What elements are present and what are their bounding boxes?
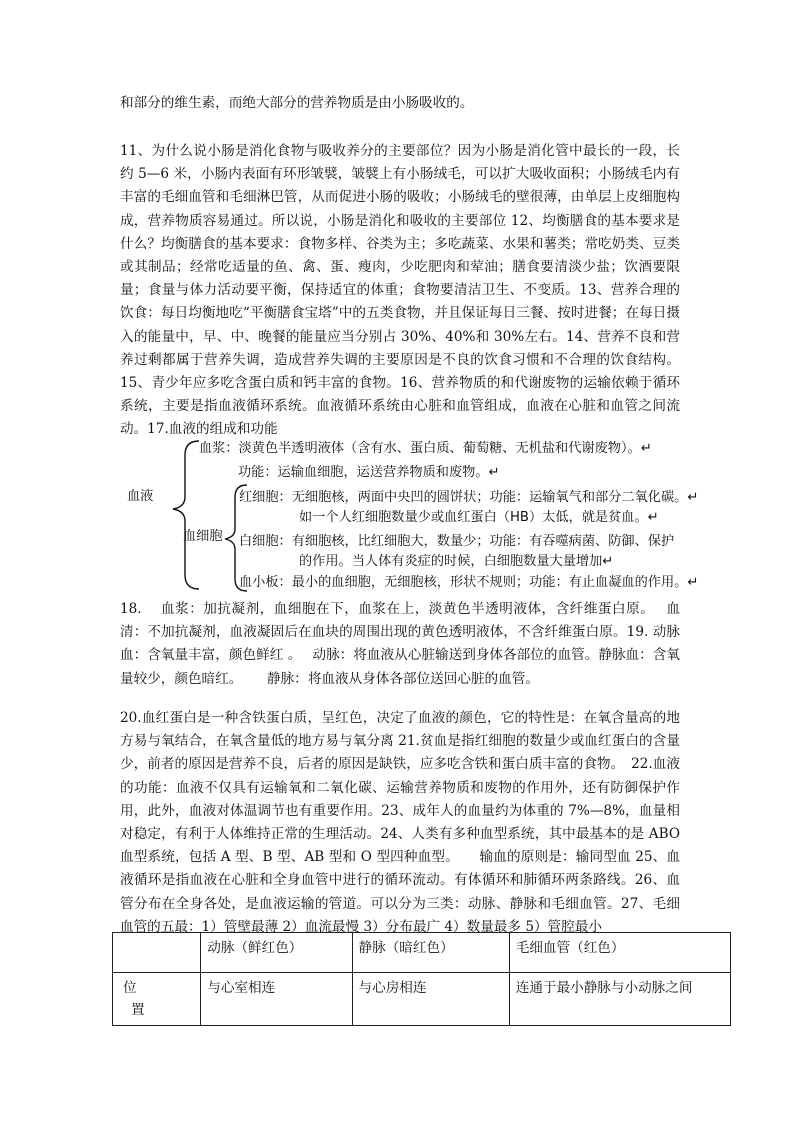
table-header-cell bbox=[113, 933, 201, 973]
paragraph-plasma-serum-vessels: 18. 血浆：加抗凝剂，血细胞在下，血浆在上，淡黄色半透明液体，含纤维蛋白原。 血清：不加抗凝剂，血液凝固后在血块的周围出现的黄色透明液体，不含纤维蛋白原。19. 动脉血：含氧量丰富，颜色鲜红 。 动脉：将血液从心脏输送到身体各部位的血管。静脉血：含氧量较少，颜色暗红。 静脉：将血液从身体各部位送回心脏的血管。 bbox=[120, 601, 680, 687]
table-row bbox=[113, 973, 731, 1026]
plasma-function-line: 功能：运输血细胞，运送营养物质和废物。↵ bbox=[238, 465, 500, 480]
blood-cells-label: 血细胞 bbox=[183, 529, 223, 544]
table-header-row bbox=[113, 933, 731, 973]
platelet-line: 血小板：最小的血细胞，无细胞核，形状不规则；功能：有止血凝血的作用。↵ bbox=[239, 575, 699, 590]
table-row-label bbox=[113, 973, 201, 1026]
table-header-cell: 静脉（暗红色） bbox=[352, 933, 509, 973]
row-label-line-1: 位 bbox=[123, 980, 137, 996]
blood-label: 血液 bbox=[127, 489, 154, 504]
table-cell: 连通于最小静脉与小动脉之间 bbox=[509, 973, 730, 1026]
blood-brace bbox=[163, 435, 203, 595]
blood-vessel-table bbox=[112, 932, 731, 1026]
table-cell: 与心房相连 bbox=[352, 973, 509, 1026]
paragraph-small-intestine-nutrition: 11、为什么说小肠是消化食物与吸收养分的主要部位？因为小肠是消化管中最长的一段，长约 5—6 米，小肠内表面有环形皱襞，皱襞上有小肠绒毛，可以扩大吸收面积；小肠绒毛内有丰富的毛细血管和毛细淋巴管，从而促进小肠的吸收；小肠绒毛的壁很薄，由单层上皮细胞构成，营养物质容易通过。所以说，小肠是消化和吸收的主要部位 12、均衡膳食的基本要求是什么？均衡膳食的基本要求：食物多样、谷类为主；多吃蔬菜、水果和薯类；常吃奶类、豆类或其制品；经常吃适量的鱼、禽、蛋、瘦肉，少吃肥肉和荤油；膳食要清淡少盐；饮酒要限量；食量与体力活动要平衡，保持适宜的体重；食物要清洁卫生、不变质。13、营养合理的饮食：每日均衡地吃“平衡膳食宝塔”中的五类食物，并且保证每日三餐、按时进餐；在每日摄入的能量中，早、中、晚餐的能量应当分别占 30%、40%和 30%左右。14、营养不良和营养过剩都属于营养失调，造成营养失调的主要原因是不良的饮食习惯和不合理的饮食结构。15、青少年应多吃含蛋白质和钙丰富的食物。16、营养物质的和代谢废物的运输依赖于循环系统，主要是指血液循环系统。血液循环系统由心脏和血管组成，血液在心脏和血管之间流动。17.血液的组成和功能 bbox=[120, 143, 680, 438]
paragraph-blood-functions: 20.血红蛋白是一种含铁蛋白质，呈红色，决定了血液的颜色，它的特性是：在氧含量高的地方易与氧结合，在氧含量低的地方易与氧分离 21.贫血是指红细胞的数量少或血红蛋白的含量少，前者的原因是营养不良，后者的原因是缺铁，应多吃含铁和蛋白质丰富的食物。 22.血液的功能：血液不仅具有运输氧和二氧化碳、运输营养物质和废物的作用外，还有防御保护作用，此外，血液对体温调节也有重要作用。23、成年人的血量约为体重的 7%—8%，血量相对稳定，有利于人体维持正常的生理活动。24、人类有多种血型系统，其中最基本的是 ABO 血型系统，包括 A 型、B 型、AB 型和 O 型四种血型。 输血的原则是：输同型血 25、血液循环是指血液在心脏和全身血管中进行的循环流动。有体循环和肺循环两条路线。26、血管分布在全身各处，是血液运输的管道。可以分为三类：动脉、静脉和毛细血管。27、毛细血管的五最：1）管壁最薄 2）血流最慢 3）分布最广 4）数量最多 5）管腔最小 bbox=[120, 710, 680, 935]
red-blood-cell-line: 红细胞：无细胞核，两面中央凹的圆饼状；功能：运输氧气和部分二氧化碳。↵ bbox=[239, 490, 699, 505]
table-cell: 与心室相连 bbox=[201, 973, 352, 1026]
white-blood-cell-line: 白细胞：有细胞核，比红细胞大，数量少；功能：有吞噬病菌、防御、保护 bbox=[239, 534, 675, 549]
white-blood-cell-note: 的作用。当人体有炎症的时候，白细胞数量大量增加↵ bbox=[299, 554, 614, 569]
table-header-cell: 动脉（鲜红色） bbox=[201, 933, 352, 973]
row-label-line-2: 置 bbox=[131, 1002, 145, 1018]
table-header-cell: 毛细血管（红色） bbox=[509, 933, 730, 973]
plasma-line: 血浆：淡黄色半透明液体（含有水、蛋白质、葡萄糖、无机盐和代谢废物）。↵ bbox=[199, 441, 652, 456]
paragraph-intro: 和部分的维生素，而绝大部分的营养物质是由小肠吸收的。 bbox=[120, 95, 474, 111]
red-blood-cell-note: 如一个人红细胞数量少或血红蛋白（HB）太低，就是贫血。↵ bbox=[299, 510, 659, 525]
blood-composition-diagram bbox=[125, 435, 725, 595]
